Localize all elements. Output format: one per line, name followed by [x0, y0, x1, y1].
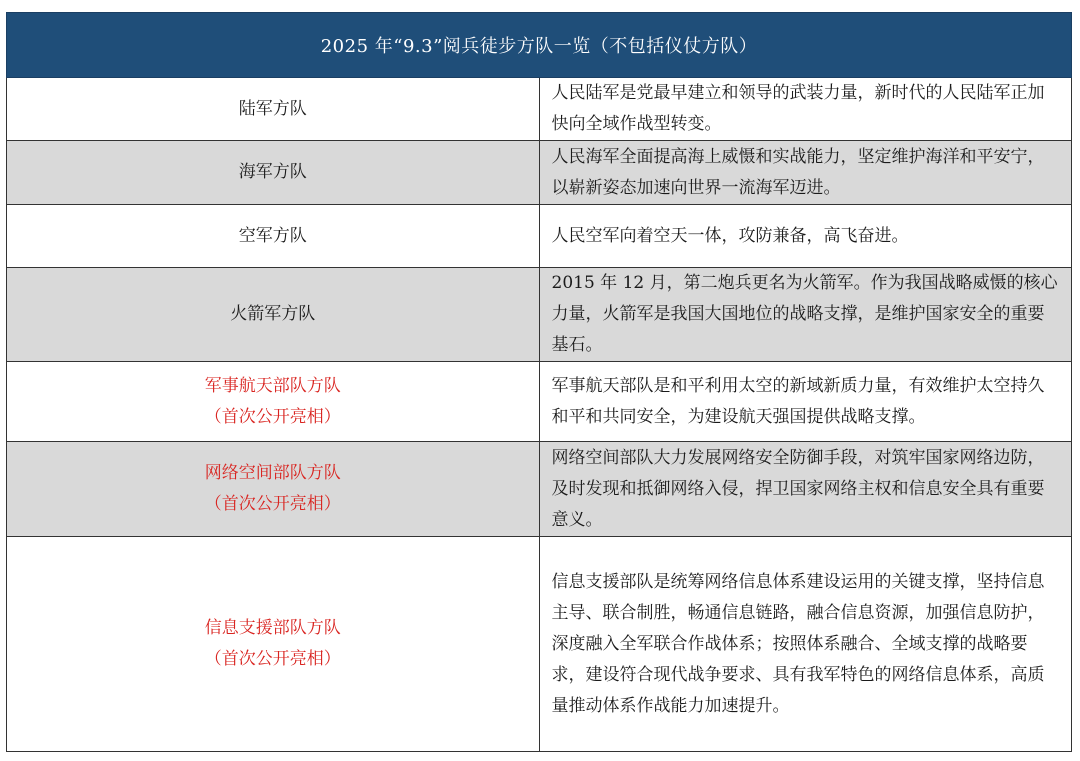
formation-name-cell: [7, 442, 540, 537]
table-row: [7, 205, 1072, 268]
formation-name-cell: [7, 78, 540, 141]
formation-description: 军事航天部队是和平利用太空的新域新质力量，有效维护太空持久和平和共同安全，为建设航天强国提供战略支撑。: [539, 362, 1072, 442]
formation-name: 军事航天部队方队: [204, 375, 341, 396]
table-row: [7, 78, 1072, 141]
first-appearance-note: （首次公开亮相）: [204, 406, 341, 427]
table-row: [7, 442, 1072, 537]
formation-name-cell: [7, 362, 540, 442]
formation-description: 人民海军全面提高海上威慑和实战能力，坚定维护海洋和平安宁，以崭新姿态加速向世界一流海军迈进。: [539, 141, 1072, 205]
formation-name-cell: [7, 537, 540, 752]
table-title: 2025 年“9.3”阅兵徒步方队一览（不包括仪仗方队）: [7, 13, 1072, 78]
first-appearance-note: （首次公开亮相）: [204, 649, 341, 669]
formation-name: 信息支援部队方队: [204, 618, 341, 638]
parade-formations-table: [6, 12, 1072, 752]
formation-description: 网络空间部队大力发展网络安全防御手段，对筑牢国家网络边防，及时发现和抵御网络入侵，捍卫国家网络主权和信息安全具有重要意义。: [539, 442, 1072, 537]
formation-description: 2015 年 12 月，第二炮兵更名为火箭军。作为我国战略威慑的核心力量，火箭军是我国大国地位的战略支撑，是维护国家安全的重要基石。: [539, 268, 1072, 362]
table-row: [7, 537, 1072, 752]
table-row: [7, 141, 1072, 205]
formation-name-cell: [7, 141, 540, 205]
formation-name: 火箭军方队: [230, 304, 316, 324]
formation-description: 信息支援部队是统筹网络信息体系建设运用的关键支撑，坚持信息主导、联合制胜，畅通信息链路，融合信息资源，加强信息防护，深度融入全军联合作战体系；按照体系融合、全域支撑的战略要求，建设符合现代战争要求、具有我军特色的网络信息体系，高质量推动体系作战能力加速提升。: [539, 537, 1072, 752]
formation-description: 人民空军向着空天一体，攻防兼备，高飞奋进。: [539, 205, 1072, 268]
formation-name: 陆军方队: [238, 98, 307, 119]
table-row: [7, 362, 1072, 442]
formation-name-cell: [7, 205, 540, 268]
formation-name: 网络空间部队方队: [204, 463, 341, 483]
formation-name: 空军方队: [238, 225, 307, 246]
formation-name-cell: [7, 268, 540, 362]
first-appearance-note: （首次公开亮相）: [204, 494, 341, 514]
formation-name: 海军方队: [238, 162, 307, 182]
formation-table-container: [6, 12, 1072, 752]
table-row: [7, 268, 1072, 362]
formation-description: 人民陆军是党最早建立和领导的武装力量，新时代的人民陆军正加快向全域作战型转变。: [539, 78, 1072, 141]
